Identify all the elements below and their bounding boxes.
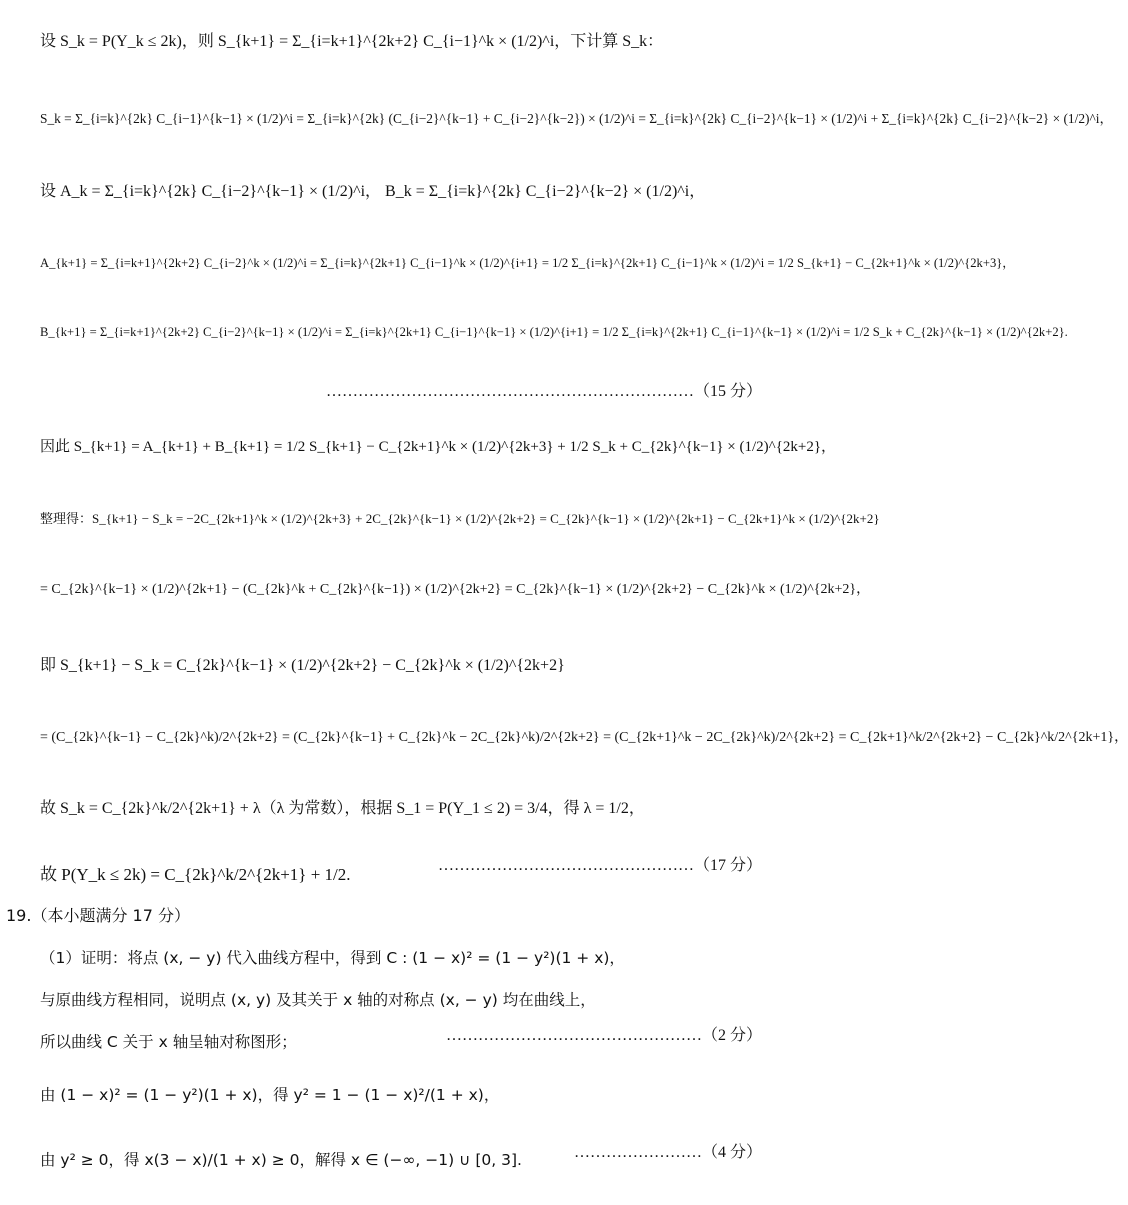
score-mark-4: ……………………（4 分）: [573, 1144, 762, 1161]
formula-rearranged: 整理得：S_{k+1} − S_k = −2C_{2k+1}^k × (1/2)^{2k+3} + 2C_{2k}^{k−1} × (1/2)^{2k+2} = C_{2k}^{k−1} × (1/2)^{2k+1} − C_{2k+1}^k × (1/2)^{2k+2}: [40, 511, 880, 526]
proof-line-5: 由 y² ≥ 0，得 x(3 − x)/(1 + x) ≥ 0，解得 x ∈ (−∞, −1) ∪ [0, 3].: [40, 1151, 522, 1169]
proof-line-1: （1）证明：将点 (x, − y) 代入曲线方程中，得到 C : (1 − x)² = (1 − y²)(1 + x)，: [40, 949, 625, 967]
formula-fraction-chain: = (C_{2k}^{k−1} − C_{2k}^k)/2^{2k+2} = (C_{2k}^{k−1} + C_{2k}^k − 2C_{2k}^k)/2^{2k+2} = (C_{2k+1}^k − 2C_{2k}^k)/2^{2k+2} = C_{2k+1}^k/2^{2k+2} − C_{2k}^k/2^{2k+1}，: [40, 730, 1128, 745]
formula-b-k-plus-1: B_{k+1} = Σ_{i=k+1}^{2k+2} C_{i−2}^{k−1} × (1/2)^i = Σ_{i=k}^{2k+1} C_{i−1}^{k−1} × (1/2)^{i+1} = 1/2 Σ_{i=k}^{2k+1} C_{i−1}^{k−1} × (1/2)^i = 1/2 S_k + C_{2k}^{k−1} × (1/2)^{2k+2}.: [40, 325, 1068, 339]
score-mark-17: …………………………………………（17 分）: [437, 857, 762, 874]
text-line: [40, 178, 768, 201]
text-line: [40, 726, 1128, 746]
proof-line-4: 由 (1 − x)² = (1 − y²)(1 + x)，得 y² = 1 − (1 − x)²/(1 + x)，: [40, 1086, 500, 1104]
formula-sk-expansion: S_k = Σ_{i=k}^{2k} C_{i−1}^{k−1} × (1/2)^i = Σ_{i=k}^{2k} (C_{i−2}^{k−1} + C_{i−2}^{k−2}) × (1/2)^i = Σ_{i=k}^{2k} C_{i−2}^{k−1} × (1/2)^i + Σ_{i=k}^{2k} C_{i−2}^{k−2} × (1/2)^i，: [40, 111, 1113, 126]
text-line: [40, 652, 768, 675]
formula-therefore-s-k-plus-1: 因此 S_{k+1} = A_{k+1} + B_{k+1} = 1/2 S_{k+1} − C_{2k+1}^k × (1/2)^{2k+3} + 1/2 S_k + C_{2k}^{k−1} × (1/2)^{2k+2}，: [40, 439, 837, 455]
formula-define-ak-bk: 设 A_k = Σ_{i=k}^{2k} C_{i−2}^{k−1} × (1/2)^i， B_k = Σ_{i=k}^{2k} C_{i−2}^{k−2} × (1/2)^i，: [40, 183, 706, 200]
proof-line-3: 所以曲线 C 关于 x 轴呈轴对称图形；: [40, 1033, 297, 1051]
problem-heading: 19.（本小题满分 17 分）: [6, 906, 190, 925]
text-line: [40, 325, 1068, 340]
text-line: [40, 946, 768, 968]
text-line: [40, 578, 871, 598]
formula-s-k-result: 故 S_k = C_{2k}^k/2^{2k+1} + λ（λ 为常数），根据 S_1 = P(Y_1 ≤ 2) = 3/4，得 λ = 1/2，: [40, 800, 645, 817]
text-line: [40, 252, 1015, 271]
formula-difference: 即 S_{k+1} − S_k = C_{2k}^{k−1} × (1/2)^{2k+2} − C_{2k}^k × (1/2)^{2k+2}: [40, 657, 565, 674]
text-line: [40, 28, 768, 51]
text-line: [40, 988, 768, 1010]
score-mark-15: ……………………………………………………………（15 分）: [325, 383, 762, 400]
formula-define-sk: 设 S_k = P(Y_k ≤ 2k)，则 S_{k+1} = Σ_{i=k+1}^{2k+2} C_{i−1}^k × (1/2)^i，下计算 S_k：: [40, 33, 664, 50]
formula-simplified: = C_{2k}^{k−1} × (1/2)^{2k+1} − (C_{2k}^k + C_{2k}^{k−1}) × (1/2)^{2k+2} = C_{2k}^{k−1} × (1/2)^{2k+2} − C_{2k}^k × (1/2)^{2k+2}，: [40, 582, 871, 597]
formula-final-probability: 故 P(Y_k ≤ 2k) = C_{2k}^k/2^{2k+1} + 1/2.: [40, 865, 351, 884]
text-line: [40, 108, 1113, 127]
text-line: [40, 508, 880, 527]
text-line: [40, 1083, 768, 1105]
score-mark-2: …………………………………………（2 分）: [445, 1027, 762, 1044]
formula-a-k-plus-1: A_{k+1} = Σ_{i=k+1}^{2k+2} C_{i−2}^k × (1/2)^i = Σ_{i=k}^{2k+1} C_{i−1}^k × (1/2)^{i+1} = 1/2 Σ_{i=k}^{2k+1} C_{i−1}^k × (1/2)^i = 1/2 S_{k+1} − C_{2k+1}^k × (1/2)^{2k+3}，: [40, 256, 1015, 270]
proof-line-2: 与原曲线方程相同，说明点 (x, y) 及其关于 x 轴的对称点 (x, − y) 均在曲线上，: [40, 991, 596, 1009]
text-line: [40, 435, 837, 456]
text-line: [40, 795, 768, 818]
